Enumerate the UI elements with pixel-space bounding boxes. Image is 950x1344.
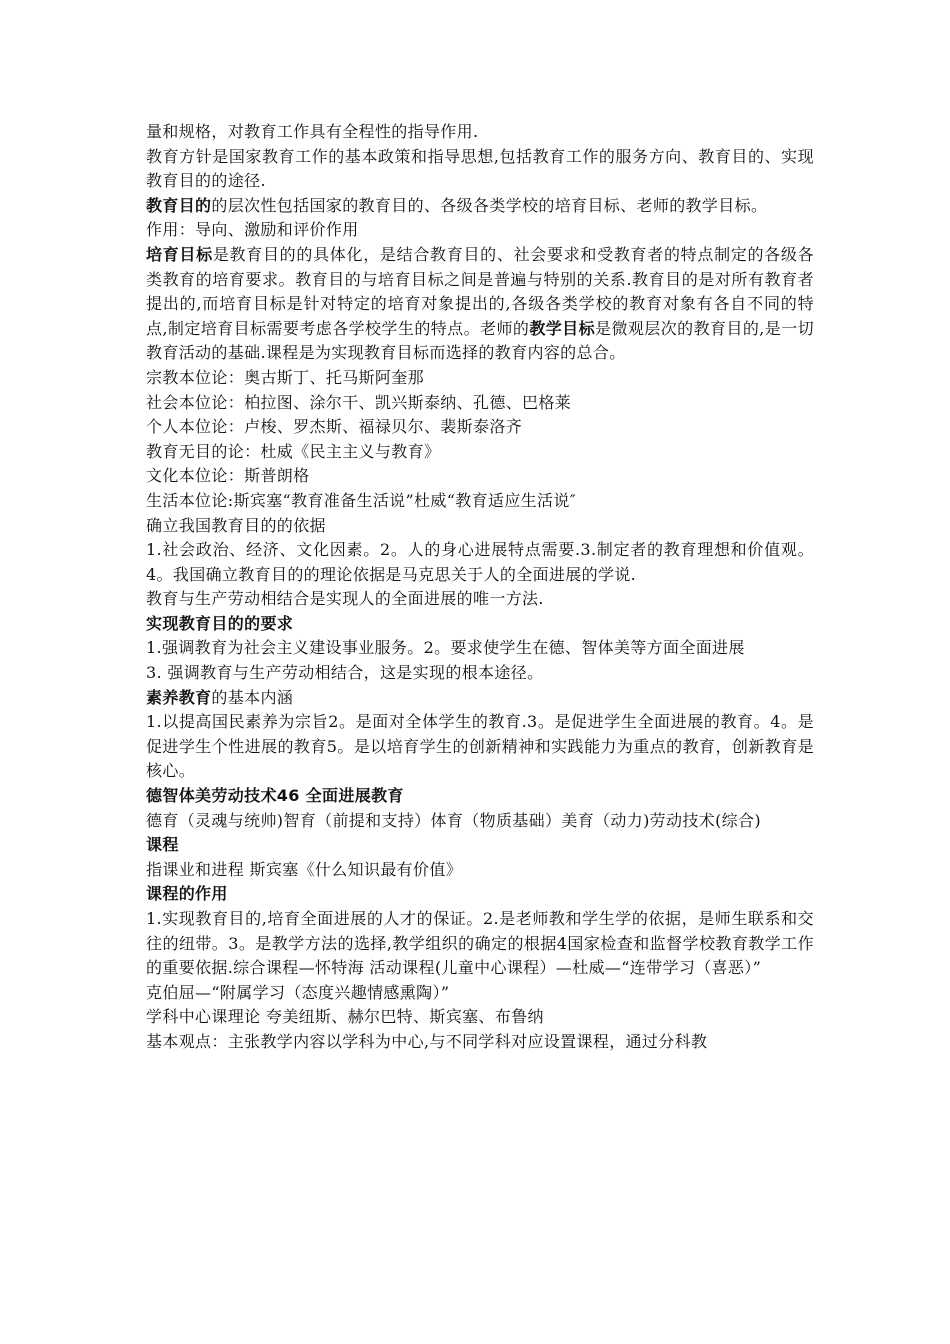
paragraph-society-based: 社会本位论：柏拉图、涂尔干、凯兴斯泰纳、孔德、巴格莱: [146, 392, 572, 412]
term-education-purpose: 教育目的: [146, 195, 212, 215]
paragraph-education-policy: 教育方针是国家教育工作的基本政策和指导思想,包括教育工作的服务方向、教育目的、实现教育目的的途径.: [146, 146, 814, 191]
heading-requirements: 实现教育目的的要求: [146, 613, 294, 633]
paragraph-kilpatrick: 克伯屈—“附属学习（态度兴趣情感熏陶）”: [146, 982, 450, 1002]
term-teaching-goals: 教学目标: [529, 318, 596, 338]
paragraph-quality-list: 1.以提高国民素养为宗旨2。是面对全体学生的教育.3。是促进学生全面进展的教育。4。是促进学生个性进展的教育5。是以培育学生的创新精神和实践能力为重点的教育，创新教育是核心。: [146, 712, 814, 781]
paragraph-education-purpose-levels: 教育目的的层次性包括国家的教育目的、各级各类学校的培育目标、老师的教学目标。: [146, 195, 768, 215]
paragraph-basis-list: 1.社会政治、经济、文化因素。2。人的身心进展特点需要.3.制定者的教育理想和价值观。4。我国确立教育目的的理论依据是马克思关于人的全面进展的学说.: [146, 540, 814, 584]
heading-curriculum-role: 课程的作用: [146, 884, 228, 904]
paragraph-culture-based: 文化本位论：斯普朗格: [146, 466, 310, 486]
paragraph-education-labor: 教育与生产劳动相结合是实现人的全面进展的唯一方法.: [146, 589, 544, 609]
paragraph-requirements-3: 3. 强调教育与生产劳动相结合，这是实现的根本途径。: [146, 663, 544, 683]
paragraph-curriculum-role-list: 1.实现教育目的,培育全面进展的人才的保证。2.是老师教和学生学的依据，是师生联系和交往的纽带。3。是教学方法的选择,教学组织的确定的根据4国家检查和监督学校教育教学工作的重要依据.综合课程—怀特海 活动课程(儿童中心课程）—杜威—“连带学习（喜恶）”: [146, 909, 814, 978]
paragraph-life-based: 生活本位论:斯宾塞“教育准备生活说”杜威“教育适应生活说″: [146, 490, 577, 510]
paragraph-basis-title: 确立我国教育目的的依据: [146, 515, 326, 535]
paragraph-functions: 作用：导向、激励和评价作用: [146, 220, 359, 240]
term-quality-education: 素养教育: [146, 687, 212, 707]
term-training-goals: 培育目标: [146, 244, 213, 264]
paragraph-five-educations: 德育（灵魂与统帅)智育（前提和支持）体育（物质基础）美育（动力)劳动技术(综合): [146, 810, 761, 830]
paragraph-no-purpose: 教育无目的论：杜威《民主主义与教育》: [146, 441, 441, 461]
paragraph-guidance: 量和规格，对教育工作具有全程性的指导作用.: [146, 122, 479, 141]
paragraph-basic-view: 基本观点：主张教学内容以学科为中心,与不同学科对应设置课程，通过分科教: [146, 1031, 708, 1051]
paragraph-curriculum-def: 指课业和进程 斯宾塞《什么知识最有价值》: [146, 859, 463, 879]
paragraph-individual-based: 个人本位论：卢梭、罗杰斯、福禄贝尔、裴斯泰洛齐: [146, 417, 523, 437]
document-body: [146, 120, 814, 1055]
paragraph-quality-education: 素养教育的基本内涵: [146, 687, 294, 707]
heading-all-round: 德智体美劳动技术46 全面进展教育: [146, 786, 404, 806]
heading-curriculum: 课程: [146, 835, 179, 855]
paragraph-religion-based: 宗教本位论：奥古斯丁、托马斯阿奎那: [146, 367, 424, 387]
paragraph-requirements-1: 1.强调教育为社会主义建设事业服务。2。要求使学生在德、智体美等方面全面进展: [146, 638, 745, 658]
paragraph-subject-centered: 学科中心课理论 夸美纽斯、赫尔巴特、斯宾塞、布鲁纳: [146, 1007, 544, 1027]
paragraph-training-goals: 培育目标是教育目的的具体化，是结合教育目的、社会要求和受教育者的特点制定的各级各类教育的培育要求。教育目的与培育目标之间是普遍与特别的关系.教育目的是对所有教育者提出的,而培育目标是针对特定的培育对象提出的,各级各类学校的教育对象有各自不同的特点,制定培育目标需要考虑各学校学生的特点。老师的教学目标是微观层次的教育目的,是一切教育活动的基础.课程是为实现教育目标而选择的教育内容的总合。: [146, 244, 814, 363]
